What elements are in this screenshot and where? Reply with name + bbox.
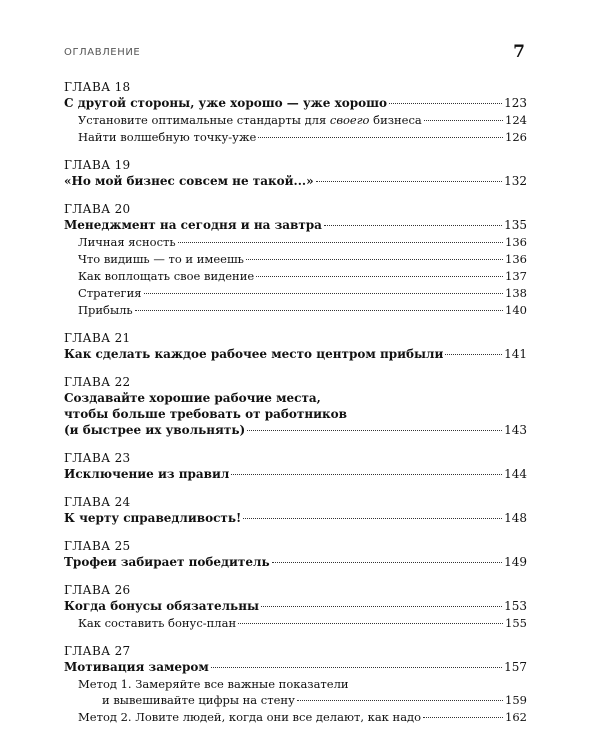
chapter-19 [64, 158, 527, 190]
entry-page: 137 [505, 269, 527, 283]
toc-entry[interactable] [64, 598, 527, 615]
entry-title: Стратегия [78, 286, 142, 300]
entry-page: 138 [505, 286, 527, 300]
toc-entry[interactable] [64, 95, 527, 112]
dot-leader [389, 103, 502, 104]
toc-entry[interactable] [64, 217, 527, 234]
toc-subentry[interactable] [64, 302, 527, 319]
chapter-23 [64, 451, 527, 483]
toc-subentry[interactable] [64, 615, 527, 632]
entry-title: Метод 2. Ловите людей, когда они все делают, как надо [78, 710, 422, 724]
table-of-contents [64, 80, 527, 738]
toc-subentry[interactable] [64, 234, 527, 251]
dot-leader [324, 225, 502, 226]
chapter-label: ГЛАВА 20 [64, 202, 131, 216]
toc-subentry[interactable] [64, 285, 527, 302]
entry-page: 141 [504, 347, 527, 361]
chapter-25 [64, 539, 527, 571]
dot-leader [144, 293, 504, 294]
chapter-label: ГЛАВА 18 [64, 80, 131, 94]
entry-page: 143 [504, 423, 527, 437]
toc-entry[interactable] [64, 510, 527, 527]
entry-page: 155 [505, 616, 527, 630]
entry-page: 136 [505, 235, 527, 249]
entry-page: 153 [504, 599, 527, 613]
dot-leader [256, 276, 503, 277]
entry-title: Личная ясность [78, 235, 176, 249]
entry-title: Найти волшебную точку-уже [78, 130, 257, 144]
entry-page: 149 [504, 555, 527, 569]
toc-entry[interactable] [64, 554, 527, 571]
toc-subentry[interactable] [64, 251, 527, 268]
toc-entry[interactable] [64, 173, 527, 190]
entry-title: Как сделать каждое рабочее место центром прибыли [64, 347, 444, 361]
entry-page: 123 [504, 96, 527, 110]
entry-title: (и быстрее их увольнять) [64, 423, 246, 437]
entry-title: «Но мой бизнес совсем не такой...» [64, 174, 314, 188]
entry-page: 159 [505, 693, 527, 707]
chapter-label: ГЛАВА 26 [64, 583, 131, 597]
toc-entry[interactable] [64, 466, 527, 483]
dot-leader [423, 717, 503, 718]
entry-page: 140 [505, 303, 527, 317]
entry-title: К черту справедливость! [64, 511, 242, 525]
dot-leader [243, 518, 502, 519]
chapter-label: ГЛАВА 21 [64, 331, 131, 345]
toc-entry[interactable] [64, 422, 527, 439]
toc-subentry[interactable] [64, 268, 527, 285]
page-number: 7 [513, 42, 525, 62]
entry-title: Мотивация замером [64, 660, 209, 674]
toc-entry[interactable] [64, 659, 527, 676]
dot-leader [316, 181, 503, 182]
chapter-27 [64, 644, 527, 726]
entry-title-line: чтобы больше требовать от работников [64, 407, 348, 421]
entry-page: 124 [505, 113, 527, 127]
entry-title: Трофеи забирает победитель [64, 555, 270, 569]
dot-leader [445, 354, 502, 355]
entry-title-line: Метод 1. Замеряйте все важные показатели [78, 677, 349, 691]
dot-leader [272, 562, 502, 563]
entry-page: 126 [505, 130, 527, 144]
chapter-label: ГЛАВА 23 [64, 451, 131, 465]
chapter-24 [64, 495, 527, 527]
entry-title: Что видишь — то и имеешь [78, 252, 244, 266]
entry-title: Исключение из правил [64, 467, 230, 481]
chapter-label: ГЛАВА 27 [64, 644, 131, 658]
entry-title: Как составить бонус-план [78, 616, 237, 630]
dot-leader [424, 120, 503, 121]
toc-subentry[interactable] [64, 112, 527, 129]
chapter-22 [64, 375, 527, 439]
dot-leader [231, 474, 502, 475]
toc-subentry[interactable] [64, 129, 527, 146]
chapter-20 [64, 202, 527, 319]
toc-subentry[interactable] [64, 709, 527, 726]
entry-page: 132 [504, 174, 527, 188]
entry-title: С другой стороны, уже хорошо — уже хорошо [64, 96, 388, 110]
chapter-21 [64, 331, 527, 363]
entry-page: 157 [504, 660, 527, 674]
dot-leader [247, 430, 502, 431]
entry-title-line: Создавайте хорошие рабочие места, [64, 391, 321, 405]
entry-page: 148 [504, 511, 527, 525]
dot-leader [297, 700, 503, 701]
chapter-label: ГЛАВА 19 [64, 158, 131, 172]
dot-leader [246, 259, 503, 260]
entry-page: 135 [504, 218, 527, 232]
dot-leader [211, 667, 502, 668]
dot-leader [258, 137, 503, 138]
entry-page: 136 [505, 252, 527, 266]
toc-entry[interactable] [64, 346, 527, 363]
chapter-label: ГЛАВА 25 [64, 539, 131, 553]
toc-subentry[interactable] [64, 692, 527, 709]
chapter-26 [64, 583, 527, 632]
entry-title: Когда бонусы обязательны [64, 599, 260, 613]
entry-title: Прибыль [78, 303, 133, 317]
entry-title: и вывешивайте цифры на стену [102, 693, 295, 707]
entry-page: 162 [505, 710, 527, 724]
entry-title: Менеджмент на сегодня и на завтра [64, 218, 322, 232]
dot-leader [261, 606, 502, 607]
dot-leader [135, 310, 503, 311]
dot-leader [238, 623, 503, 624]
running-head: ОГЛАВЛЕНИЕ [64, 47, 141, 58]
entry-title: Установите оптимальные стандарты для своего бизнеса [78, 113, 422, 127]
chapter-18 [64, 80, 527, 146]
entry-title: Как воплощать свое видение [78, 269, 255, 283]
entry-page: 144 [504, 467, 527, 481]
dot-leader [178, 242, 503, 243]
chapter-label: ГЛАВА 22 [64, 375, 131, 389]
chapter-label: ГЛАВА 24 [64, 495, 131, 509]
